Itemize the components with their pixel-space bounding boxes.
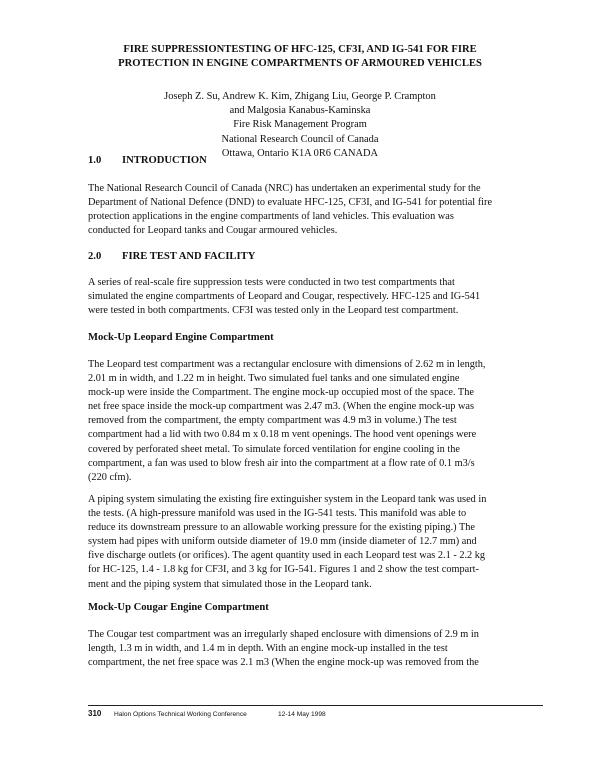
title-line-2: PROTECTION IN ENGINE COMPARTMENTS OF ARMOURED VEHICLES (118, 58, 482, 69)
footer-divider (88, 705, 543, 706)
paragraph-line: were tested in both compartments. CF3I was tested only in the Leopard test compartment. (88, 305, 459, 317)
author-block (110, 90, 490, 161)
section-number: 2.0 (88, 251, 102, 262)
paragraph-leopard-piping (88, 493, 543, 592)
paragraph-line: covered by perforated sheet metal. To simulate forced ventilation for engine cooling in the (88, 443, 460, 455)
paragraph-line: for HC-125, 1.4 - 1.8 kg for CF3I, and 3 kg for IG-541. Figures 1 and 2 show the test compart- (88, 564, 479, 576)
section-heading-fire-test (88, 250, 255, 264)
paragraph-line: simulated the engine compartments of Leopard and Cougar, respectively. HFC-125 and IG-541 (88, 291, 481, 303)
paragraph-line: The Cougar test compartment was an irregularly shaped enclosure with dimensions of 2.9 m in (88, 629, 479, 640)
paragraph-line: mock-up were inside the Compartment. The engine mock-up occupied most of the space. The (88, 387, 474, 399)
paper-title (70, 43, 530, 71)
paragraph-line: The Leopard test compartment was a rectangular enclosure with dimensions of 2.62 m in length, (88, 359, 486, 370)
paragraph-line: compartment, the net free space was 2.1 m3 (When the engine mock-up was removed from the (88, 657, 479, 669)
subsection-heading-leopard: Mock-Up Leopard Engine Compartment (88, 332, 274, 343)
page-number: 310 (88, 709, 102, 718)
affiliation-program: Fire Risk Management Program (233, 119, 367, 131)
paragraph-line: 2.01 m in width, and 1.22 m in height. Two simulated fuel tanks and one simulated engine (88, 373, 460, 385)
footer-conference: Halon Options Technical Working Conference (114, 711, 247, 718)
footer-dates: 12-14 May 1998 (278, 711, 326, 718)
section-title: INTRODUCTION (122, 155, 207, 166)
paragraph-introduction (88, 182, 543, 238)
paragraph-line: compartment had a lid with two 0.84 m x 0.18 m vent openings. The hood vent openings were (88, 429, 477, 441)
paragraph-line: The National Research Council of Canada (NRC) has undertaken an experimental study for the (88, 183, 481, 194)
paragraph-line: five discharge outlets (or orifices). The agent quantity used in each Leopard test was 2.1 - 2.2 kg (88, 550, 486, 562)
paragraph-line: A piping system simulating the existing fire extinguisher system in the Leopard tank was used in (88, 494, 487, 505)
paragraph-line: (220 cfm). (88, 471, 132, 483)
authors-line-2: and Malgosia Kanabus-Kaminska (229, 105, 371, 117)
paragraph-line: reduce its downstream pressure to an allowable working pressure for the existing piping.) The (88, 522, 475, 534)
paragraph-line: net free space inside the mock-up compartment was 2.47 m3. (When the engine mock-up was (88, 401, 475, 413)
paragraph-fire-test (88, 276, 543, 318)
paragraph-line: the tests. (A high-pressure manifold was used in the IG-541 tests. This manifold was able to (88, 508, 467, 520)
paragraph-line: protection applications in the engine compartments of land vehicles. This evaluation was (88, 211, 454, 223)
paragraph-line: compartment, a fan was used to blow fresh air into the compartment at a flow rate of 0.1 m3/s (88, 457, 475, 469)
subsection-heading-cougar: Mock-Up Cougar Engine Compartment (88, 602, 269, 613)
section-heading-introduction (88, 154, 207, 168)
section-title: FIRE TEST AND FACILITY (122, 251, 256, 262)
paragraph-line: system had pipes with uniform outside diameter of 19.0 mm (inside diameter of 12.7 mm) and (88, 536, 477, 548)
affiliation-address: Ottawa, Ontario K1A 0R6 CANADA (221, 147, 379, 159)
paragraph-line: removed from the compartment, the empty compartment was 4.9 m3 in volume.) The test (88, 415, 457, 427)
paragraph-line: length, 1.3 m in width, and 1.4 m in depth. With an engine mock-up installed in the test (88, 643, 448, 655)
paragraph-line: ment and the piping system that simulated those in the Leopard tank. (88, 578, 372, 590)
paragraph-cougar-compartment (88, 628, 543, 670)
section-number: 1.0 (88, 155, 102, 166)
footer-page-number (88, 709, 101, 719)
paragraph-line: conducted for Leopard tanks and Cougar armoured vehicles. (88, 225, 338, 237)
affiliation-institution: National Research Council of Canada (221, 133, 379, 145)
paragraph-line: Department of National Defence (DND) to evaluate HFC-125, CF3I, and IG-541 for potential fire (88, 197, 493, 209)
paragraph-leopard-compartment (88, 358, 543, 485)
title-line-1: FIRE SUPPRESSIONTESTING OF HFC-125, CF3I, AND IG-541 FOR FIRE (123, 44, 477, 55)
authors-line-1: Joseph Z. Su, Andrew K. Kim, Zhigang Liu, George P. Crampton (164, 91, 436, 102)
paragraph-line: A series of real-scale fire suppression tests were conducted in two test compartments that (88, 277, 455, 288)
